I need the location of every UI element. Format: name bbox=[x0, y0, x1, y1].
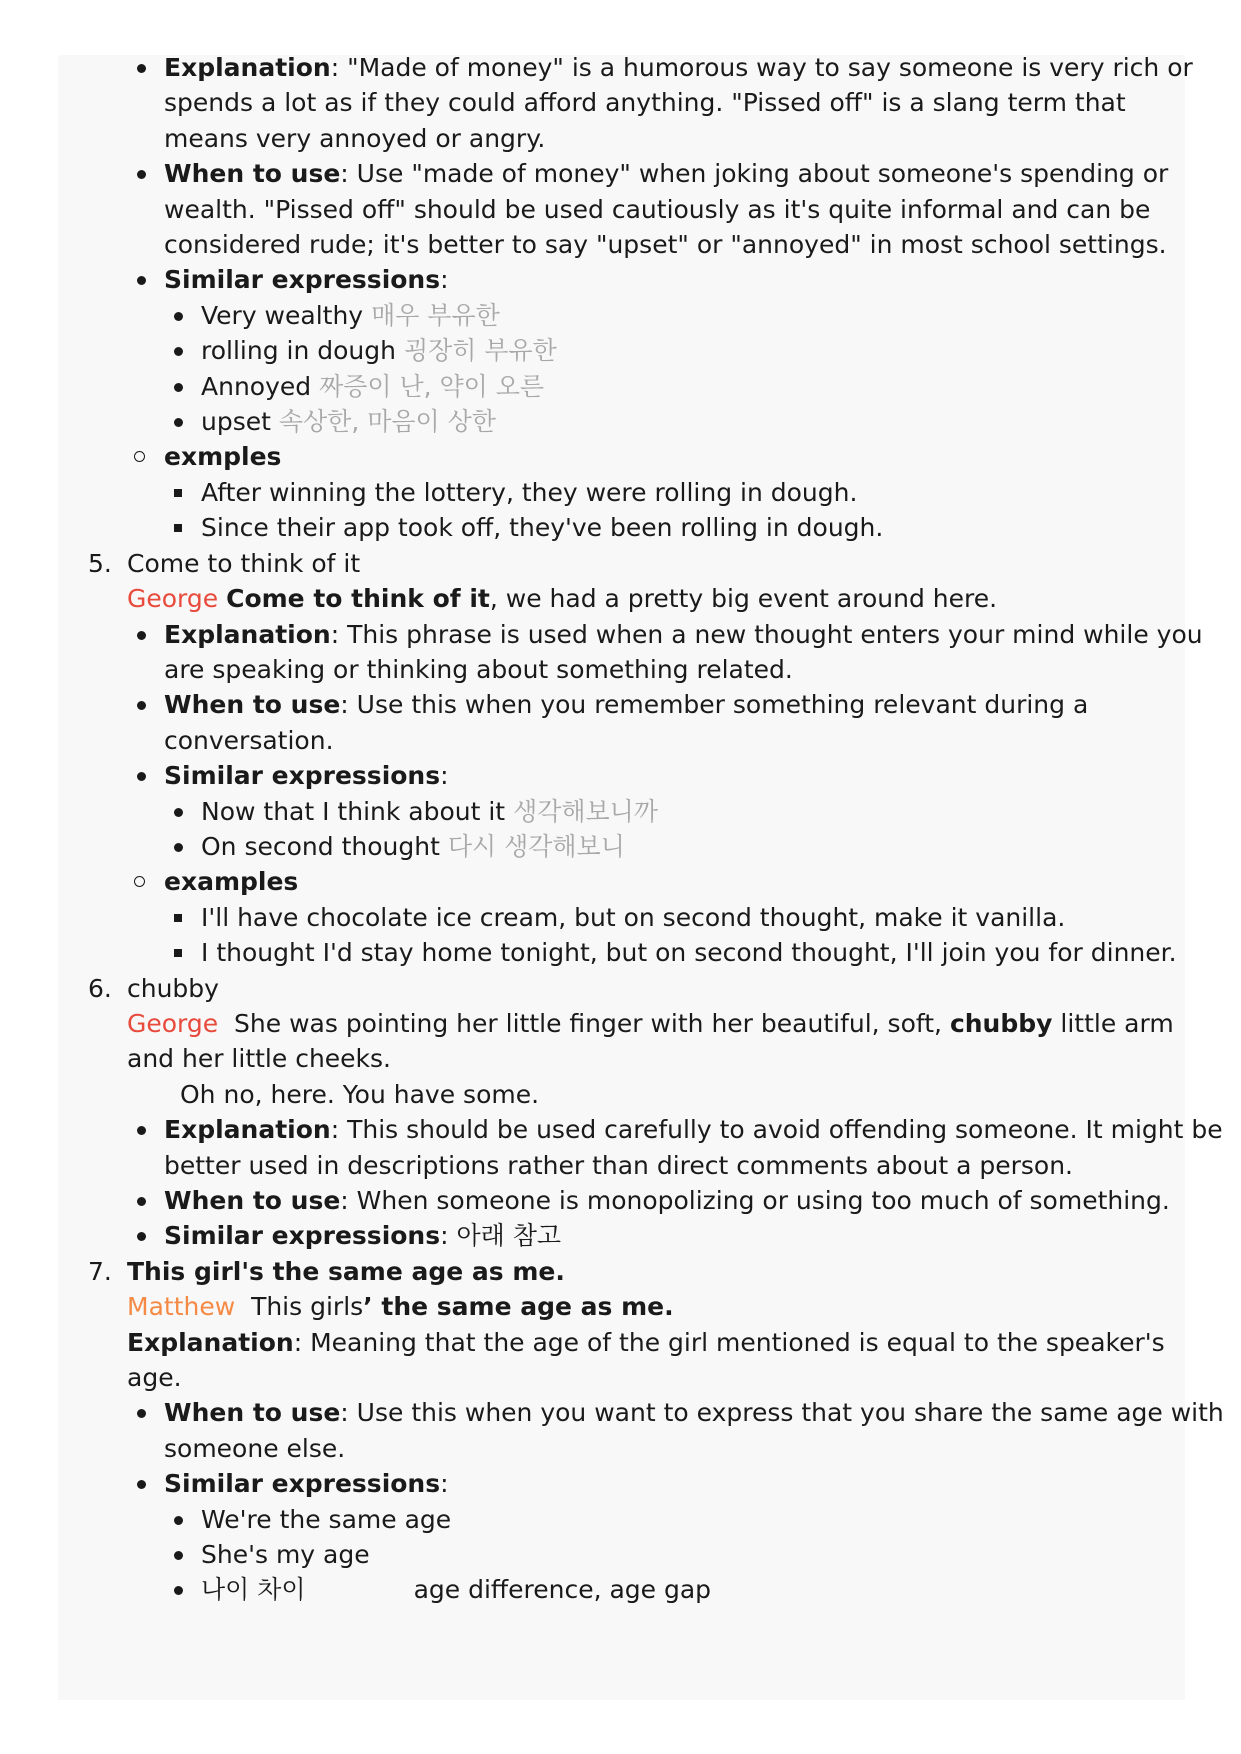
when-continuation: conversation. bbox=[164, 725, 334, 755]
similar-item: We're the same age bbox=[201, 1502, 1241, 1537]
circle-bullet-icon bbox=[134, 876, 145, 887]
similar-item: upset 속상한, 마음이 상한 bbox=[201, 404, 1241, 439]
example-item: Since their app took off, they've been rolling in dough. bbox=[201, 510, 1241, 545]
bullet-dot bbox=[174, 1551, 183, 1560]
similar-item: Annoyed 짜증이 난, 약이 오른 bbox=[201, 369, 1241, 404]
bullet-dot bbox=[137, 1126, 146, 1135]
bullet-dot bbox=[137, 1480, 146, 1489]
dialogue-line: George She was pointing her little finger with her beautiful, soft, chubby little arm bbox=[127, 1008, 1174, 1038]
square-bullet-icon bbox=[174, 524, 182, 532]
speaker-name: George bbox=[127, 1008, 219, 1038]
dialogue-continuation: and her little cheeks. bbox=[127, 1044, 392, 1074]
bullet-dot bbox=[137, 1197, 146, 1206]
bullet-explanation: Explanation: This should be used carefully to avoid offending someone. It might be bbox=[164, 1112, 1241, 1147]
bullet-dot bbox=[174, 383, 183, 392]
bullet-dot bbox=[137, 772, 146, 781]
bullet-dot bbox=[137, 631, 146, 640]
explanation-continuation: are speaking or thinking about something related. bbox=[164, 654, 793, 684]
section-heading-6: 6. chubby bbox=[88, 973, 219, 1003]
bullet-dot bbox=[137, 701, 146, 710]
square-bullet-icon bbox=[174, 949, 182, 957]
explanation-line: Explanation: Meaning that the age of the girl mentioned is equal to the speaker's bbox=[127, 1327, 1165, 1357]
bullet-dot bbox=[174, 418, 183, 427]
bullet-similar-expressions: Similar expressions: bbox=[164, 262, 1241, 297]
explanation-continuation: means very annoyed or angry. bbox=[164, 123, 546, 153]
explanation-continuation: age. bbox=[127, 1363, 182, 1393]
examples-heading: examples bbox=[164, 864, 1241, 899]
examples-heading: exmples bbox=[164, 439, 1241, 474]
similar-item: On second thought 다시 생각해보니 bbox=[201, 829, 1241, 864]
square-bullet-icon bbox=[174, 489, 182, 497]
bullet-dot bbox=[174, 347, 183, 356]
similar-item: 나이 차이 age difference, age gap bbox=[201, 1572, 1241, 1607]
similar-item: She's my age bbox=[201, 1537, 1241, 1572]
bullet-dot bbox=[174, 808, 183, 817]
bullet-when-to-use: When to use: When someone is monopolizing or using too much of something. bbox=[164, 1183, 1241, 1218]
bullet-when-to-use: When to use: Use this when you remember something relevant during a bbox=[164, 687, 1241, 722]
dialogue-line: Matthew This girls’ the same age as me. bbox=[127, 1292, 674, 1322]
explanation-continuation: better used in descriptions rather than direct comments about a person. bbox=[164, 1150, 1073, 1180]
bullet-when-to-use: When to use: Use this when you want to express that you share the same age with bbox=[164, 1395, 1241, 1430]
bullet-dot bbox=[137, 1409, 146, 1418]
bullet-dot bbox=[174, 843, 183, 852]
bullet-explanation: Explanation: This phrase is used when a new thought enters your mind while you bbox=[164, 617, 1241, 652]
speaker-name: George bbox=[127, 584, 219, 614]
bullet-similar-expressions: Similar expressions: bbox=[164, 758, 1241, 793]
bullet-similar-expressions: Similar expressions: 아래 참고 bbox=[164, 1218, 1241, 1253]
example-item: I'll have chocolate ice cream, but on second thought, make it vanilla. bbox=[201, 900, 1241, 935]
bullet-when-to-use: When to use: Use "made of money" when joking about someone's spending or bbox=[164, 156, 1241, 191]
bullet-dot bbox=[137, 170, 146, 179]
document-body bbox=[0, 50, 1241, 1608]
bullet-dot bbox=[137, 1232, 146, 1241]
bullet-explanation: Explanation: "Made of money" is a humorous way to say someone is very rich or bbox=[164, 50, 1241, 85]
section-heading-7: 7. This girl's the same age as me. bbox=[88, 1256, 565, 1286]
bullet-dot bbox=[174, 1516, 183, 1525]
similar-item: Very wealthy 매우 부유한 bbox=[201, 298, 1241, 333]
section-heading-5: 5. Come to think of it bbox=[88, 548, 361, 578]
bullet-dot bbox=[137, 276, 146, 285]
bullet-dot bbox=[174, 1586, 183, 1595]
explanation-continuation: spends a lot as if they could afford anything. "Pissed off" is a slang term that bbox=[164, 88, 1126, 118]
dialogue-line-2: Oh no, here. You have some. bbox=[180, 1079, 540, 1109]
dialogue-line: George Come to think of it, we had a pretty big event around here. bbox=[127, 584, 998, 614]
example-item: I thought I'd stay home tonight, but on second thought, I'll join you for dinner. bbox=[201, 935, 1241, 970]
bullet-similar-expressions: Similar expressions: bbox=[164, 1466, 1241, 1501]
bullet-dot bbox=[137, 64, 146, 73]
when-continuation: considered rude; it's better to say "upset" or "annoyed" in most school settings. bbox=[164, 230, 1167, 260]
similar-item: Now that I think about it 생각해보니까 bbox=[201, 794, 1241, 829]
when-continuation: wealth. "Pissed off" should be used cautiously as it's quite informal and can be bbox=[164, 194, 1151, 224]
circle-bullet-icon bbox=[134, 451, 145, 462]
example-item: After winning the lottery, they were rolling in dough. bbox=[201, 475, 1241, 510]
when-continuation: someone else. bbox=[164, 1433, 346, 1463]
similar-item: rolling in dough 굉장히 부유한 bbox=[201, 333, 1241, 368]
bullet-dot bbox=[174, 312, 183, 321]
square-bullet-icon bbox=[174, 914, 182, 922]
speaker-name: Matthew bbox=[127, 1292, 236, 1322]
